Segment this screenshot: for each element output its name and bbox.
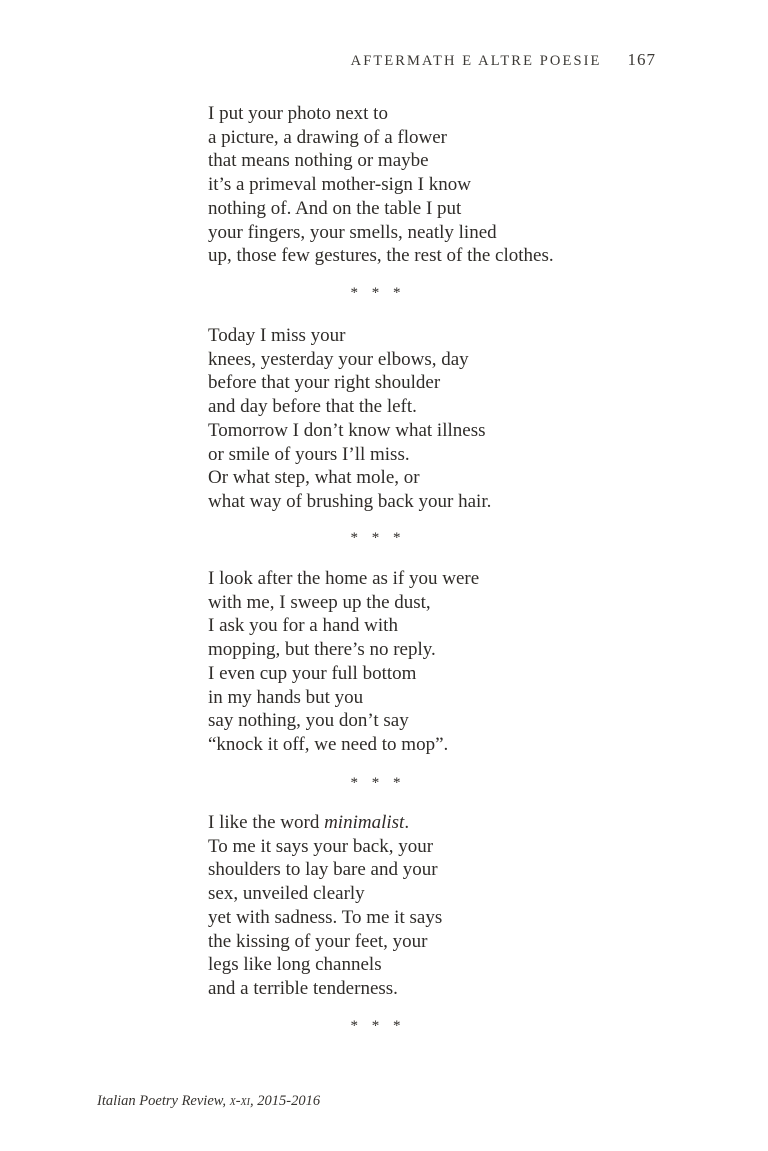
poem-line: up, those few gestures, the rest of the clothes.	[208, 245, 554, 267]
poem-line-italic-word: minimalist	[324, 812, 405, 833]
poem-line: I look after the home as if you were	[208, 568, 480, 589]
stanza-4	[208, 811, 588, 1001]
poem-line: Or what step, what mole, or	[208, 467, 420, 489]
poem-line: To me it says your back, your	[208, 835, 434, 857]
poem-line-text: .	[404, 812, 410, 833]
poem-line	[208, 811, 588, 835]
stanza-3	[208, 567, 588, 757]
journal-footer	[97, 1093, 320, 1110]
poem-line: or smile of yours I’ll miss.	[208, 443, 410, 465]
poem-line: Today I miss your	[208, 325, 346, 346]
journal-title: Italian Poetry Review	[97, 1093, 223, 1109]
stanza-2	[208, 324, 588, 514]
poem-line: your fingers, your smells, neatly lined	[208, 221, 497, 243]
stanza-separator: * * *	[350, 530, 406, 546]
poem-line: I put your photo next to	[208, 103, 388, 124]
stanza-separator: * * *	[350, 1018, 406, 1034]
stanza-1	[208, 102, 588, 268]
poem-line-text: I like the word	[208, 812, 325, 833]
poem-line: and day before that the left.	[208, 396, 417, 418]
poem-line: legs like long channels	[208, 954, 382, 976]
poem-line: before that your right shoulder	[208, 372, 441, 394]
page-number: 167	[627, 50, 656, 69]
stanza-separator: * * *	[350, 285, 406, 301]
poem-line: Tomorrow I don’t know what illness	[208, 419, 486, 441]
poem-line: nothing of. And on the table I put	[208, 197, 462, 219]
journal-year: , 2015-2016	[250, 1093, 321, 1109]
running-header	[351, 50, 656, 70]
poem-line: shoulders to lay bare and your	[208, 859, 438, 881]
poem-line: what way of brushing back your hair.	[208, 490, 492, 512]
poem-line: in my hands but you	[208, 686, 364, 708]
stanza-separator: * * *	[350, 775, 406, 791]
poem-line: yet with sadness. To me it says	[208, 906, 443, 928]
poem-line: mopping, but there’s no reply.	[208, 639, 436, 661]
poem-line: I even cup your full bottom	[208, 662, 417, 684]
running-header-title: AFTERMATH E ALTRE POESIE	[350, 53, 602, 69]
poem-line: a picture, a drawing of a flower	[208, 126, 447, 148]
poem-line: with me, I sweep up the dust,	[208, 591, 431, 613]
poem-line: I ask you for a hand with	[208, 615, 398, 637]
journal-volume: x-xi	[229, 1093, 250, 1109]
poem-line: it’s a primeval mother-sign I know	[208, 174, 471, 196]
poem-line: and a terrible tenderness.	[208, 977, 398, 999]
poem-line: sex, unveiled clearly	[208, 883, 365, 905]
footer-text: ,	[222, 1093, 230, 1109]
poem-line: “knock it off, we need to mop”.	[208, 733, 449, 755]
poem-line: say nothing, you don’t say	[208, 710, 409, 732]
poem-line: that means nothing or maybe	[208, 150, 429, 172]
poem-line: knees, yesterday your elbows, day	[208, 348, 469, 370]
poem-line: the kissing of your feet, your	[208, 930, 428, 952]
